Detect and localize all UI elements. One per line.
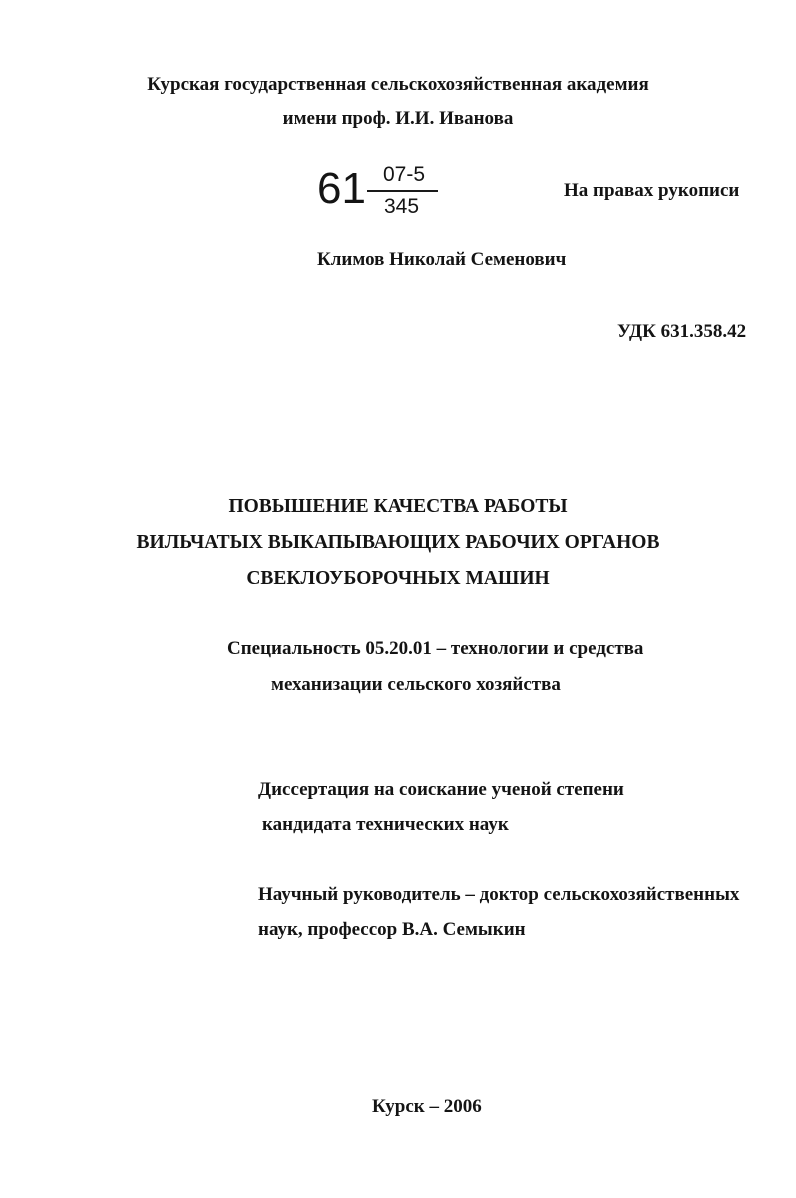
catalog-code-denominator: 345 — [384, 195, 420, 218]
specialty-line2: механизации сельского хозяйства — [271, 674, 561, 695]
catalog-code-fraction-line — [367, 190, 438, 192]
author-name: Климов Николай Семенович — [317, 249, 567, 270]
institution-name-line1: Курская государственная сельскохозяйственная академия — [147, 74, 649, 95]
supervisor-line1: Научный руководитель – доктор сельскохозяйственных — [258, 884, 740, 905]
degree-line2: кандидата технических наук — [262, 814, 509, 835]
place-and-year: Курск – 2006 — [372, 1096, 482, 1117]
degree-line1: Диссертация на соискание ученой степени — [258, 779, 624, 800]
institution-name-line2: имени проф. И.И. Иванова — [282, 108, 514, 129]
title-line3: СВЕКЛОУБОРОЧНЫХ МАШИН — [246, 568, 550, 589]
rights-note: На правах рукописи — [564, 180, 740, 201]
catalog-code-prefix: 61 — [317, 164, 366, 213]
title-line2: ВИЛЬЧАТЫХ ВЫКАПЫВАЮЩИХ РАБОЧИХ ОРГАНОВ — [136, 532, 660, 553]
udc-code: УДК 631.358.42 — [617, 321, 747, 342]
supervisor-line2: наук, профессор В.А. Семыкин — [258, 919, 526, 940]
specialty-line1: Специальность 05.20.01 – технологии и средства — [227, 638, 644, 659]
title-line1: ПОВЫШЕНИЕ КАЧЕСТВА РАБОТЫ — [228, 496, 568, 517]
catalog-code-numerator: 07-5 — [383, 163, 426, 186]
